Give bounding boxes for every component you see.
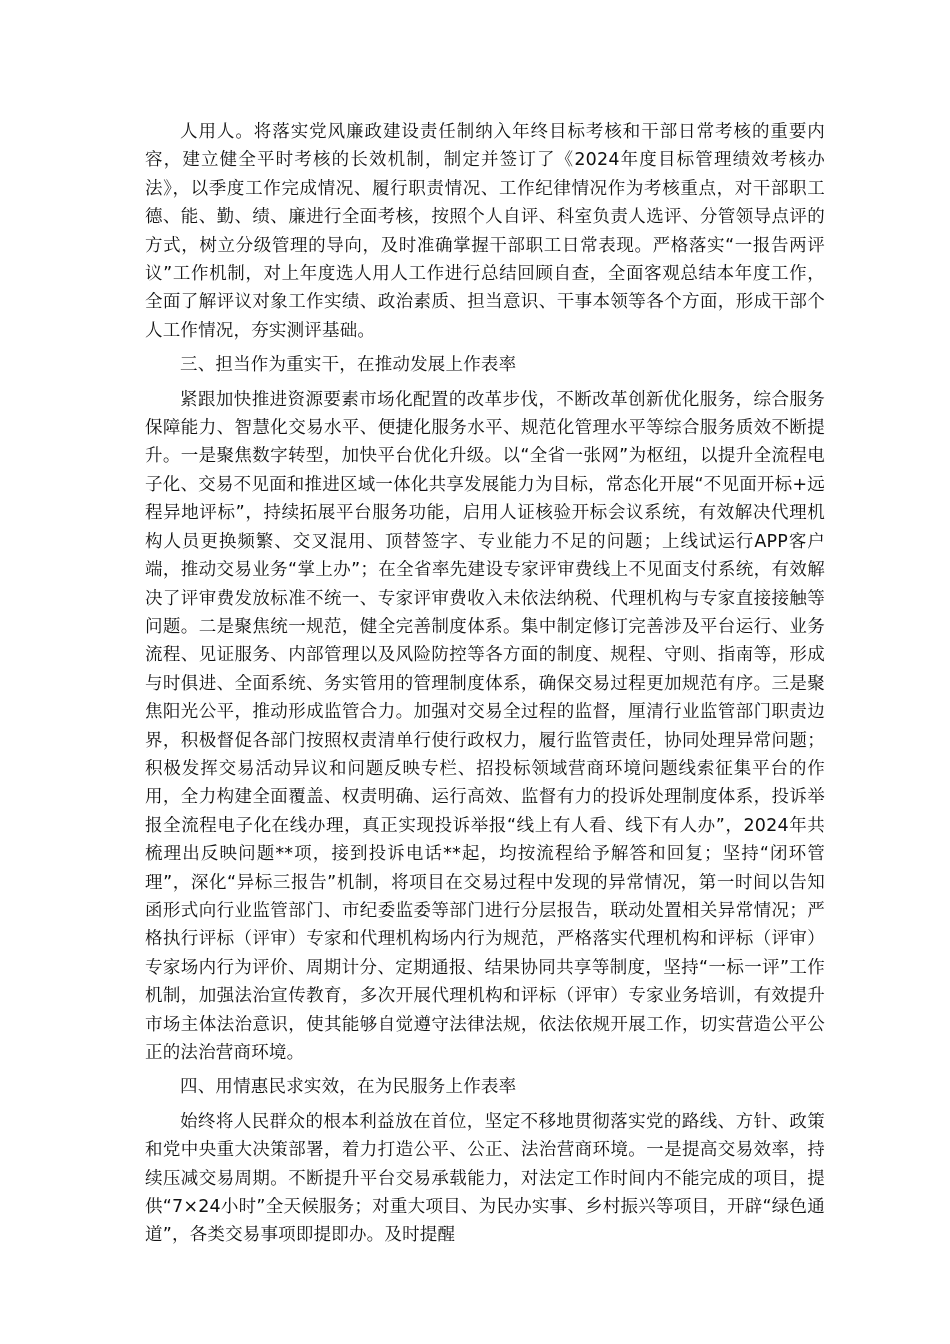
section-heading-4: 四、用情惠民求实效，在为民服务上作表率: [180, 1077, 517, 1098]
paragraph-public-service: 始终将人民群众的根本利益放在首位，坚定不移地贯彻落实党的路线、方针、政策和党中央重大决策部署，着力打造公平、公正、法治营商环境。一是提高交易效率，持续压减交易周期。不断提升平台交易承载能力，对法定工作时间内不能完成的项目，提供“7×24小时”全天候服务；对重大项目、为民办实事、乡村振兴等项目，开辟“绿色通道”，各类交易事项即提即办。及时提醒: [145, 1111, 825, 1246]
section-heading-3: 三、担当作为重实干，在推动发展上作表率: [180, 355, 517, 376]
document-body: [145, 118, 825, 1250]
paragraph-development: 紧跟加快推进资源要素市场化配置的改革步伐，不断改革创新优化服务，综合服务保障能力、智慧化交易水平、便捷化服务水平、规范化管理水平等综合服务质效不断提升。一是聚焦数字转型，加快平台优化升级。以“全省一张网”为枢纽，以提升全流程电子化、交易不见面和推进区域一体化共享发展能力为目标，常态化开展“不见面开标+远程异地评标”，持续拓展平台服务功能，启用人证核验开标会议系统，有效解决代理机构人员更换频繁、交叉混用、顶替签字、专业能力不足的问题；上线试运行APP客户端，推动交易业务“掌上办”；在全省率先建设专家评审费线上不见面支付系统，有效解决了评审费发放标准不统一、专家评审费收入未依法纳税、代理机构与专家直接接触等问题。二是聚焦统一规范，健全完善制度体系。集中制定修订完善涉及平台运行、业务流程、见证服务、内部管理以及风险防控等各方面的制度、规程、守则、指南等，形成与时俱进、全面系统、务实管用的管理制度体系，确保交易过程更加规范有序。三是聚焦阳光公平，推动形成监管合力。加强对交易全过程的监督，厘清行业监管部门职责边界，积极督促各部门按照权责清单行使行政权力，履行监管责任，协同处理异常问题；积极发挥交易活动异议和问题反映专栏、招投标领域营商环境问题线索征集平台的作用，全力构建全面覆盖、权责明确、运行高效、监督有力的投诉处理制度体系，投诉举报全流程电子化在线办理，真正实现投诉举报“线上有人看、线下有人办”，2024年共梳理出反映问题**项，接到投诉电话**起，均按流程给予解答和回复；坚持“闭环管理”，深化“异标三报告”机制，将项目在交易过程中发现的异常情况，第一时间以告知函形式向行业监管部门、市纪委监委等部门进行分层报告，联动处置相关异常情况；严格执行评标（评审）专家和代理机构场内行为规范，严格落实代理机构和评标（评审）专家场内行为评价、周期计分、定期通报、结果协同共享等制度，坚持“一标一评”工作机制，加强法治宣传教育，多次开展代理机构和评标（评审）专家业务培训，有效提升市场主体法治意识，使其能够自觉遵守法律法规，依法依规开展工作，切实营造公平公正的法治营商环境。: [145, 389, 825, 1063]
paragraph-cadre-evaluation: 人用人。将落实党风廉政建设责任制纳入年终目标考核和干部日常考核的重要内容，建立健全平时考核的长效机制，制定并签订了《2024年度目标管理绩效考核办法》，以季度工作完成情况、履行职责情况、工作纪律情况作为考核重点，对干部职工德、能、勤、绩、廉进行全面考核，按照个人自评、科室负责人选评、分管领导点评的方式，树立分级管理的导向，及时准确掌握干部职工日常表现。严格落实“一报告两评议”工作机制，对上年度选人用人工作进行总结回顾自查，全面客观总结本年度工作，全面了解评议对象工作实绩、政治素质、担当意识、干事本领等各个方面，形成干部个人工作情况，夯实测评基础。: [145, 122, 825, 341]
